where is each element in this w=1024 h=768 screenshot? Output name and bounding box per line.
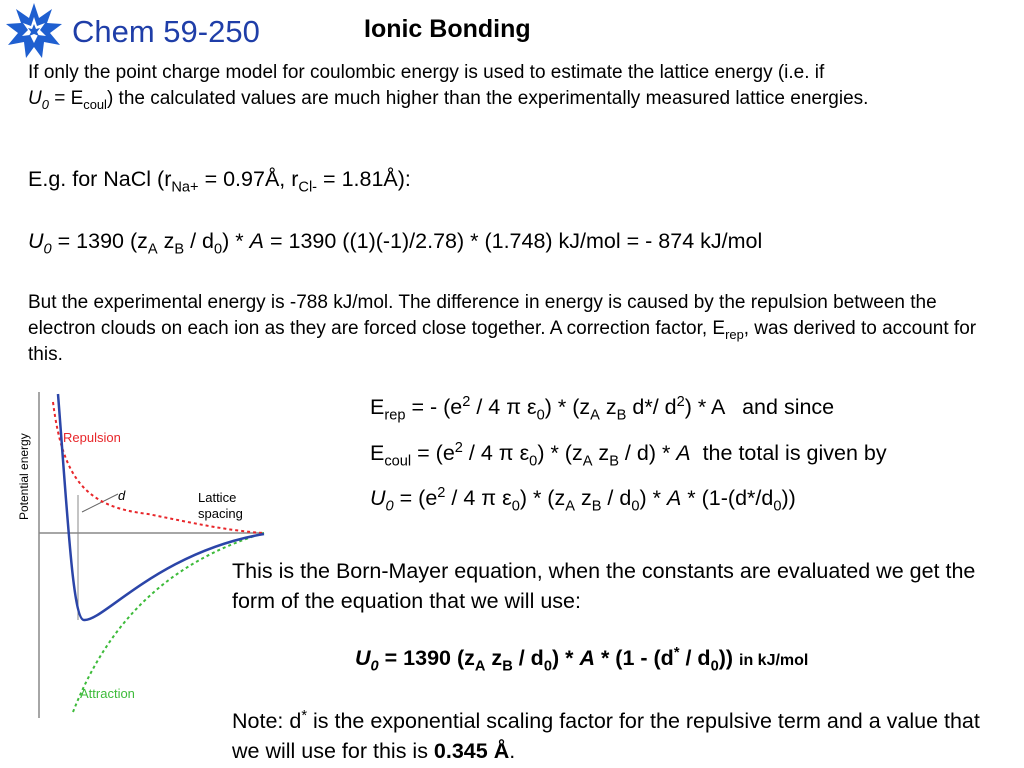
page-title: Ionic Bonding <box>364 15 531 43</box>
unit-label: in kJ/mol <box>739 652 809 669</box>
course-title: Chem 59-250 <box>72 14 260 49</box>
d-pointer <box>82 494 118 512</box>
university-logo-icon <box>4 2 64 60</box>
lattice-label: Lattice <box>198 490 237 505</box>
total-energy-equation: $U_0 = (e^2 / 4$ π $\varepsilon_0) * (z_A$ $z_B / d_0$) * A * $(1-(d*/d_0))$ <box>370 484 796 515</box>
repulsion-energy-equation: $E_{rep}$ = - ($e^2 / 4$ π $\varepsilon_0) * (z_A$ $z_B$ d*/ $d^2$) * A and since <box>370 393 835 424</box>
coulomb-energy-equation: $E_{coul} = (e^2 / 4$ π $\varepsilon_0) * (z_A$ $z_B / d$) * A the total is given by <box>370 439 887 470</box>
born-mayer-paragraph: This is the Born-Mayer equation, when the constants are evaluated we get the form of the equation that we will use: <box>232 559 976 613</box>
spacing-label: spacing <box>198 506 243 521</box>
d-label: d <box>118 488 126 503</box>
note-paragraph: Note: d* is the exponential scaling factor for the repulsive term and a value that we will use for this is 0.345 Å. <box>232 707 980 763</box>
repulsion-label: Repulsion <box>63 430 121 445</box>
born-mayer-equation: $U_0 = 1390$ ($z_A$ $z_B / d_0$) * A * $(1 - (d^* / d_0))$ in kJ/mol <box>355 644 809 675</box>
y-axis-label: Potential energy <box>17 433 31 520</box>
experimental-paragraph: But the experimental energy is -788 kJ/mol. The difference in energy is caused by the repulsion between the electron clouds on each ion as they are forced close together. A correction factor, $E_{rep}$, was derived to account for this. <box>28 292 977 365</box>
attraction-label: Attraction <box>80 686 135 701</box>
potential-energy-graph <box>8 382 270 722</box>
lattice-energy-calculation: $U_0 = 1390$ ($z_A$ $z_B / d_0) * A = 1390$ ((1)(-1)/2.78) * (1.748) kJ/mol = - 874 kJ/mol <box>28 229 763 258</box>
nacl-example: E.g. for NaCl ($r_{Na+}$ = 0.97Å, $r_{Cl-}$ = 1.81Å): <box>28 167 411 196</box>
intro-paragraph: If only the point charge model for coulombic energy is used to estimate the lattice energy (i.e. if $U_0 = E_{coul}$) the calculated values are much higher than the experimentally measured lattice energies. <box>28 62 869 112</box>
